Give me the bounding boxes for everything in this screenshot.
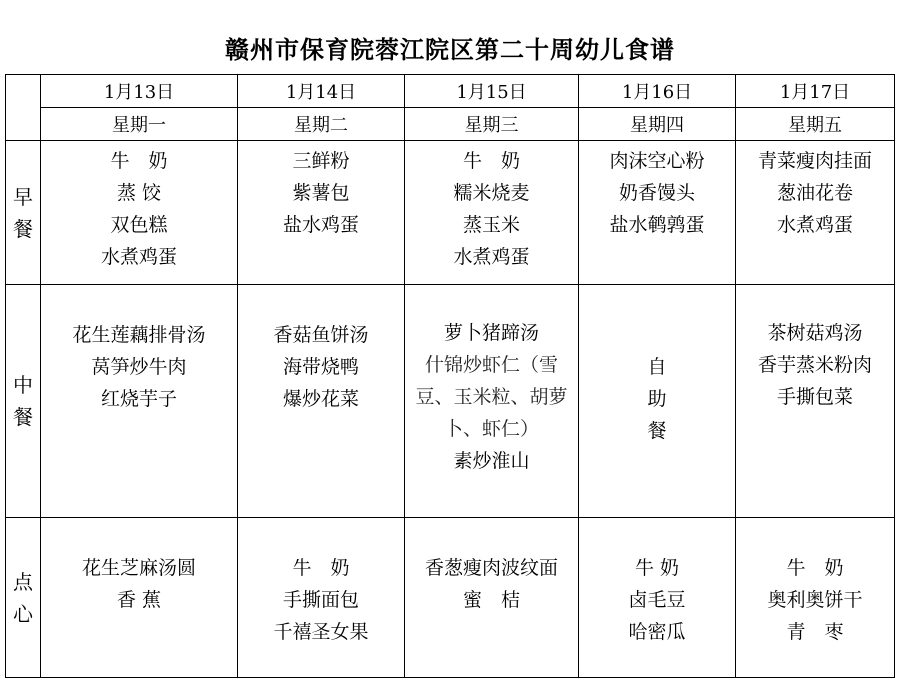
menu-item: 牛 奶 [634, 557, 680, 579]
breakfast-tue-cell [238, 141, 405, 285]
meal-label-char: 点 [13, 569, 33, 594]
date-header-mon: 1月13日 [41, 75, 238, 108]
menu-item: 千禧圣女果 [273, 621, 369, 643]
menu-item: 糯米烧麦 [453, 182, 530, 204]
menu-item: 花生芝麻汤圆 [81, 557, 196, 579]
breakfast-mon-cell [41, 141, 238, 285]
snack-fri-cell [736, 518, 895, 678]
menu-item: 萝卜猪蹄汤 [443, 322, 539, 344]
menu-item: 葱油花卷 [776, 182, 853, 204]
weekday-header-tue: 星期二 [238, 108, 405, 141]
menu-item: 青 枣 [786, 621, 844, 643]
menu-item: 香菇鱼饼汤 [273, 324, 369, 346]
menu-item: 莴笋炒牛肉 [91, 356, 187, 378]
menu-item: 香葱瘦肉波纹面 [424, 557, 558, 579]
weekday-header-fri: 星期五 [736, 108, 895, 141]
menu-item: 什锦炒虾仁（雪豆、玉米粒、胡萝卜、虾仁） [415, 354, 568, 440]
corner-cell [6, 75, 41, 141]
menu-item: 双色糕 [110, 214, 168, 236]
date-header-tue: 1月14日 [238, 75, 405, 108]
menu-item: 卤毛豆 [628, 589, 686, 611]
weekday-row [6, 108, 895, 141]
weekday-header-thu: 星期四 [579, 108, 736, 141]
snack-label [6, 518, 41, 678]
meal-label-char: 早 [13, 184, 33, 209]
menu-item: 红烧芋子 [100, 388, 177, 410]
date-header-fri: 1月17日 [736, 75, 895, 108]
meal-label-char: 餐 [13, 216, 33, 241]
menu-item: 花生莲藕排骨汤 [72, 324, 206, 346]
lunch-fri-cell [736, 285, 895, 518]
snack-row [6, 518, 895, 678]
menu-item: 茶树菇鸡汤 [767, 322, 863, 344]
menu-item: 盐水鹌鹑蛋 [609, 214, 705, 236]
menu-item: 蒸 饺 [116, 182, 162, 204]
menu-item: 奥利奥饼干 [767, 589, 863, 611]
weekday-header-mon: 星期一 [41, 108, 238, 141]
snack-tue-cell [238, 518, 405, 678]
menu-item: 爆炒花菜 [282, 388, 359, 410]
menu-item: 牛 奶 [462, 150, 520, 172]
breakfast-thu-cell [579, 141, 736, 285]
meal-label-char: 心 [13, 601, 33, 626]
meal-label-char: 中 [13, 373, 33, 397]
date-row [6, 75, 895, 108]
snack-mon-cell [41, 518, 238, 678]
weekday-header-wed: 星期三 [405, 108, 579, 141]
lunch-row [6, 285, 895, 518]
menu-item: 素炒淮山 [453, 450, 530, 472]
menu-item: 水煮鸡蛋 [100, 246, 177, 268]
lunch-mon-cell [41, 285, 238, 518]
menu-item: 哈密瓜 [628, 621, 686, 643]
breakfast-wed-cell [405, 141, 579, 285]
lunch-tue-cell [238, 285, 405, 518]
snack-thu-cell [579, 518, 736, 678]
menu-item: 助 [647, 388, 667, 410]
lunch-label [6, 285, 41, 518]
menu-item: 牛 奶 [786, 557, 844, 579]
meal-label-char: 餐 [13, 405, 33, 429]
menu-item: 蜜 桔 [462, 589, 520, 611]
menu-item: 牛 奶 [110, 150, 168, 172]
breakfast-fri-cell [736, 141, 895, 285]
menu-item: 水煮鸡蛋 [453, 246, 530, 268]
menu-item: 牛 奶 [292, 557, 350, 579]
menu-item: 餐 [647, 420, 667, 442]
menu-title: 赣州市保育院蓉江院区第二十周幼儿食谱 [225, 35, 675, 64]
lunch-thu-cell [579, 285, 736, 518]
menu-item: 三鲜粉 [292, 150, 350, 172]
menu-item: 手撕面包 [282, 589, 359, 611]
menu-item: 水煮鸡蛋 [776, 214, 853, 236]
breakfast-label [6, 141, 41, 285]
date-header-wed: 1月15日 [405, 75, 579, 108]
menu-item: 香 蕉 [116, 589, 162, 611]
snack-wed-cell [405, 518, 579, 678]
weekly-menu-table [5, 74, 895, 678]
date-header-thu: 1月16日 [579, 75, 736, 108]
breakfast-row [6, 141, 895, 285]
menu-item: 香芋蒸米粉肉 [757, 354, 872, 376]
menu-item: 肉沫空心粉 [609, 150, 705, 172]
menu-item: 紫薯包 [292, 182, 350, 204]
menu-item: 青菜瘦肉挂面 [757, 150, 872, 172]
menu-item: 海带烧鸭 [282, 356, 359, 378]
menu-item: 盐水鸡蛋 [282, 214, 359, 236]
menu-item: 奶香馒头 [618, 182, 695, 204]
menu-item: 自 [647, 356, 667, 378]
menu-item: 手撕包菜 [776, 386, 853, 408]
lunch-wed-cell [405, 285, 579, 518]
menu-item: 蒸玉米 [462, 214, 520, 236]
